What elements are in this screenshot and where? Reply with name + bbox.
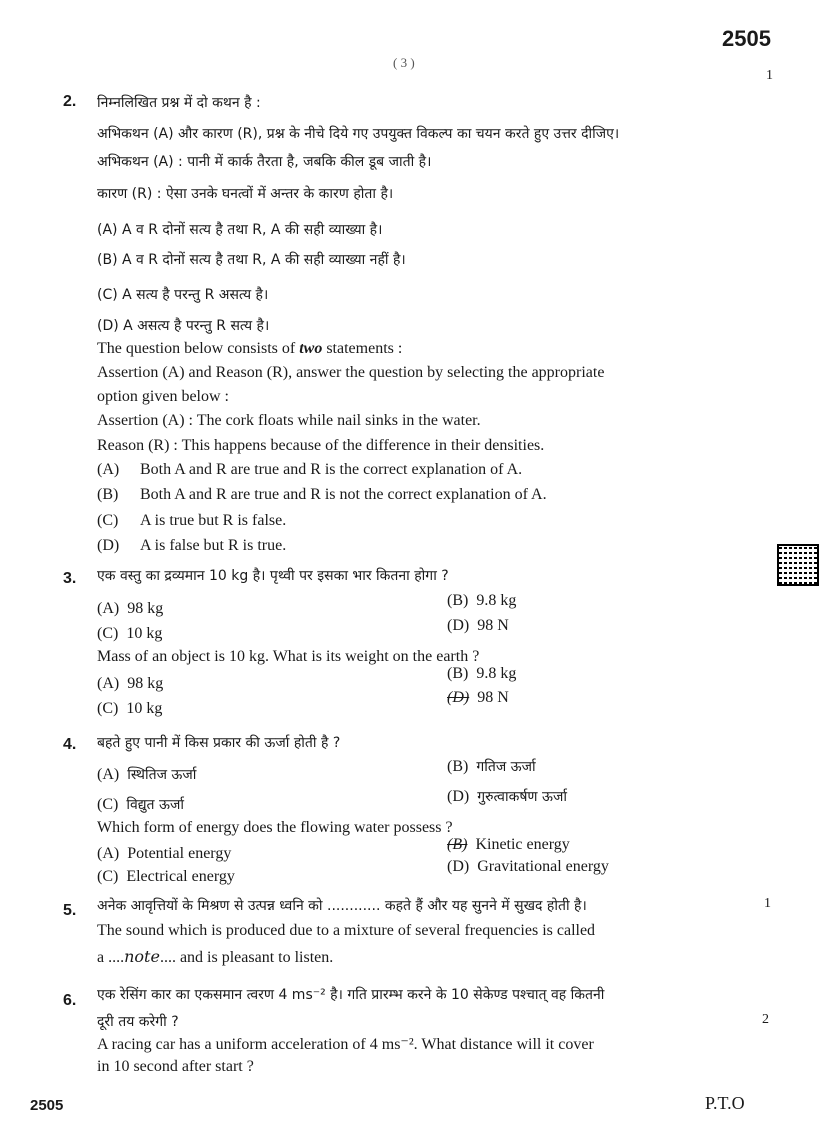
option-text: Electrical energy [126,868,235,885]
option-key: (C) [97,796,119,813]
option-text: गुरुत्वाकर्षण ऊर्जा [477,789,568,805]
option-text: A is true but R is false. [140,512,287,529]
english-intro [97,340,402,358]
option-key-marked: (D) [447,689,470,706]
english-line: Reason (R) : This happens because of the difference in their densities. [97,437,545,454]
option-key: (B) [447,592,469,609]
option-text: 98 kg [127,675,164,692]
text: .... and is pleasant to listen. [159,949,334,966]
question-number: 4. [63,736,77,753]
question-number: 6. [63,992,77,1009]
page-number: ( 3 ) [393,55,415,70]
option-key: (D) [447,788,470,805]
hindi-option: (C) A सत्य है परन्तु R असत्य है। [97,287,269,303]
hindi-option: (D) A असत्य है परन्तु R सत्य है। [97,318,270,334]
handwritten-answer: note [124,947,160,966]
question-number: 5. [63,902,77,919]
intro-text: statements : [322,340,403,357]
option-text: Both A and R are true and R is the correct explanation of A. [140,461,523,478]
option-key: (A) [97,461,120,478]
hindi-option: (B) A व R दोनों सत्य है तथा R, A की सही व्याख्या नहीं है। [97,252,406,268]
option-text: विद्युत ऊर्जा [126,797,184,813]
option-key: (A) [97,766,120,783]
marks: 1 [764,896,771,911]
english-line: Assertion (A) : The cork floats while nail sinks in the water. [97,412,481,429]
option-text: Kinetic energy [475,836,570,853]
option-text: 10 kg [126,625,163,642]
option-text: 9.8 kg [476,592,517,609]
english-question: Mass of an object is 10 kg. What is its weight on the earth ? [97,648,480,665]
option-text: स्थितिज ऊर्जा [127,767,197,783]
marks-q2: 1 [766,68,773,83]
hindi-question: अनेक आवृत्तियों के मिश्रण से उत्पन्न ध्वनि को ............ कहते हैं और यह सुनने में सुखद होती है। [97,898,587,914]
hindi-line: एक रेसिंग कार का एकसमान त्वरण 4 ms⁻² है। गति प्रारम्भ करने के 10 सेकेण्ड पश्चात् वह कितनी [97,987,605,1003]
option-text: A is false but R is true. [140,537,287,554]
option-key: (C) [97,512,119,529]
option-text: 98 N [477,689,509,706]
english-line: in 10 second after start ? [97,1058,254,1075]
question-number: 2. [63,93,77,110]
option-key: (B) [447,665,469,682]
english-line: A racing car has a uniform acceleration of 4 ms⁻². What distance will it cover [97,1036,594,1053]
hindi-question: बहते हुए पानी में किस प्रकार की ऊर्जा होती है ? [97,735,341,751]
english-line: option given below : [97,388,229,405]
paper-code-top: 2505 [722,26,771,51]
option-key-marked: (B) [447,836,468,853]
option-text: 9.8 kg [476,665,517,682]
option-key: (C) [97,700,119,717]
hindi-question: एक वस्तु का द्रव्यमान 10 kg है। पृथ्वी पर इसका भार कितना होगा ? [97,568,449,584]
pto-label: P.T.O [705,1093,745,1113]
intro-emphasis: two [299,340,323,357]
option-key: (C) [97,625,119,642]
option-key: (A) [97,675,120,692]
hindi-line: दूरी तय करेगी ? [97,1014,179,1030]
option-key: (D) [447,858,470,875]
hindi-line: अभिकथन (A) और कारण (R), प्रश्न के नीचे दिये गए उपयुक्त विकल्प का चयन करते हुए उत्तर दीजिए। [97,126,620,142]
english-line: The sound which is produced due to a mixture of several frequencies is called [97,922,596,939]
option-text: 10 kg [126,700,163,717]
english-line [97,947,333,967]
option-key: (C) [97,868,119,885]
paper-code-footer: 2505 [30,1097,64,1114]
option-key: (A) [97,845,120,862]
option-key: (D) [447,617,470,634]
question-number: 3. [63,570,77,587]
option-text: Gravitational energy [477,858,609,875]
hindi-option: (A) A व R दोनों सत्य है तथा R, A की सही व्याख्या है। [97,222,383,238]
qr-code-icon [777,544,819,586]
english-question: Which form of energy does the flowing water possess ? [97,819,453,836]
option-text: गतिज ऊर्जा [476,759,536,775]
option-key: (B) [447,758,469,775]
intro-text: The question below consists of [97,340,300,357]
hindi-line: अभिकथन (A) : पानी में कार्क तैरता है, जबकि कील डूब जाती है। [97,154,432,170]
option-key: (B) [97,486,119,503]
option-text: Potential energy [127,845,232,862]
text: a .... [97,949,125,966]
option-key: (A) [97,600,120,617]
option-text: Both A and R are true and R is not the correct explanation of A. [140,486,547,503]
english-line: Assertion (A) and Reason (R), answer the question by selecting the appropriate [97,364,605,381]
hindi-line: कारण (R) : ऐसा उनके घनत्वों में अन्तर के कारण होता है। [97,186,394,202]
option-key: (D) [97,537,120,554]
hindi-line: निम्नलिखित प्रश्न में दो कथन है : [97,95,261,111]
option-text: 98 kg [127,600,164,617]
marks: 2 [762,1012,769,1027]
option-text: 98 N [477,617,509,634]
